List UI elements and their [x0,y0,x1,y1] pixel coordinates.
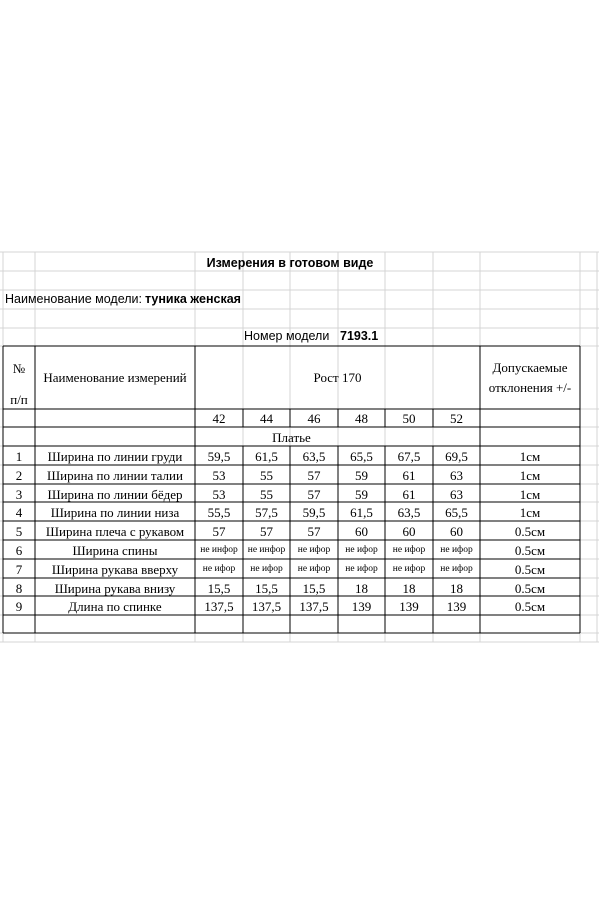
measure-value: не ифор [345,564,378,574]
measure-value: 61 [402,468,416,483]
size-header-cell: 50 [402,411,416,426]
tolerance-value: 1см [519,468,541,483]
size-header-cell: 48 [355,411,368,426]
measure-value: 57 [307,468,321,483]
header-num-short: п/п [10,392,28,407]
measure-value: 53 [212,468,226,483]
measure-value: 60 [450,524,463,539]
measure-value: 59,5 [207,449,231,464]
size-header-cell: 52 [450,411,463,426]
measure-value: 61,5 [350,505,373,520]
measure-value: 59,5 [302,505,326,520]
measure-value: не ифор [345,545,378,555]
measure-value: 57 [260,524,273,539]
row-number: 1 [15,449,23,464]
measure-value: 57,5 [255,505,278,520]
measure-value: 18 [450,581,463,596]
measure-name: Ширина по линии груди [47,449,183,464]
measure-value: 61,5 [255,449,278,464]
measure-value: 137,5 [251,599,282,614]
tolerance-value: 0.5см [514,581,546,596]
tolerance-value: 0.5см [514,524,546,539]
size-header-cell: 44 [260,411,273,426]
measure-value: 63,5 [397,505,421,520]
tolerance-value: 1см [519,505,541,520]
header-height: Рост 170 [313,370,362,385]
measure-value: не инфор [200,545,238,555]
measure-name: Ширина плеча с рукавом [45,524,185,539]
measure-value: 139 [351,599,372,614]
measure-value: 15,5 [302,581,326,596]
row-number: 4 [15,505,23,520]
model-number-value: 7193.1 [340,329,379,343]
measure-value: 57 [307,487,321,502]
measure-value: 139 [399,599,419,614]
tolerance-value: 0.5см [514,562,546,577]
size-header-cell: 46 [307,411,321,426]
section-label: Платье [272,430,311,445]
measure-name: Ширина спины [72,543,158,558]
measure-value: 65,5 [350,449,373,464]
measure-value: не ифор [392,545,426,555]
measure-value: 59 [355,468,368,483]
row-number: 7 [15,562,23,577]
measure-value: не ифор [297,545,331,555]
measure-value: 57 [307,524,321,539]
measure-value: не ифор [392,564,426,574]
tolerance-value: 0.5см [514,543,546,558]
header-num-symbol: № [12,361,26,376]
row-number: 5 [15,524,23,539]
measure-value: 67,5 [397,449,421,464]
measure-value: 55,5 [207,505,231,520]
tolerance-value: 1см [519,487,541,502]
header-tolerance-line1: Допускаемые [492,360,568,375]
tolerance-value: 0.5см [514,599,546,614]
header-measure-name: Наименование измерений [43,370,187,385]
measure-value: 60 [402,524,416,539]
measure-value: 139 [446,599,467,614]
measure-value: 57 [212,524,226,539]
row-number: 6 [15,543,23,558]
model-number-label: Номер модели [244,329,330,343]
model-name-label: Наименование модели: [5,292,142,306]
measure-value: 55 [260,487,273,502]
measure-value: не ифор [202,564,236,574]
row-number: 8 [15,581,23,596]
model-name-value: туника женская [145,292,241,306]
measure-name: Ширина по линии бёдер [47,487,183,502]
measure-value: 60 [355,524,368,539]
measure-name: Ширина рукава внизу [54,581,176,596]
measure-value: 63,5 [302,449,326,464]
sheet-title: Измерения в готовом виде [206,256,374,270]
measure-value: 65,5 [445,505,468,520]
row-number: 9 [15,599,23,614]
row-number: 3 [15,487,23,502]
measure-name: Ширина рукава вверху [51,562,179,577]
tolerance-value: 1см [519,449,541,464]
measure-value: не ифор [440,564,473,574]
header-tolerance-line2: отклонения +/- [488,380,572,395]
measure-value: 61 [402,487,416,502]
measure-value: 18 [355,581,368,596]
row-number: 2 [15,468,23,483]
measure-value: не инфор [247,545,286,555]
measure-value: 15,5 [207,581,231,596]
measure-value: 59 [355,487,368,502]
measure-value: 15,5 [255,581,278,596]
size-header-cell: 42 [212,411,226,426]
measure-value: 18 [402,581,416,596]
measure-value: 63 [450,468,463,483]
measure-value: не ифор [250,564,283,574]
measure-value: 53 [212,487,226,502]
measure-name: Ширина по линии низа [50,505,180,520]
measure-value: 69,5 [445,449,468,464]
measure-name: Длина по спинке [68,599,162,614]
measure-value: 137,5 [299,599,329,614]
measure-value: не ифор [297,564,331,574]
measure-value: 137,5 [204,599,234,614]
measure-value: 63 [450,487,463,502]
measure-value: не ифор [440,545,473,555]
measure-value: 55 [260,468,273,483]
measure-name: Ширина по линии талии [47,468,183,483]
